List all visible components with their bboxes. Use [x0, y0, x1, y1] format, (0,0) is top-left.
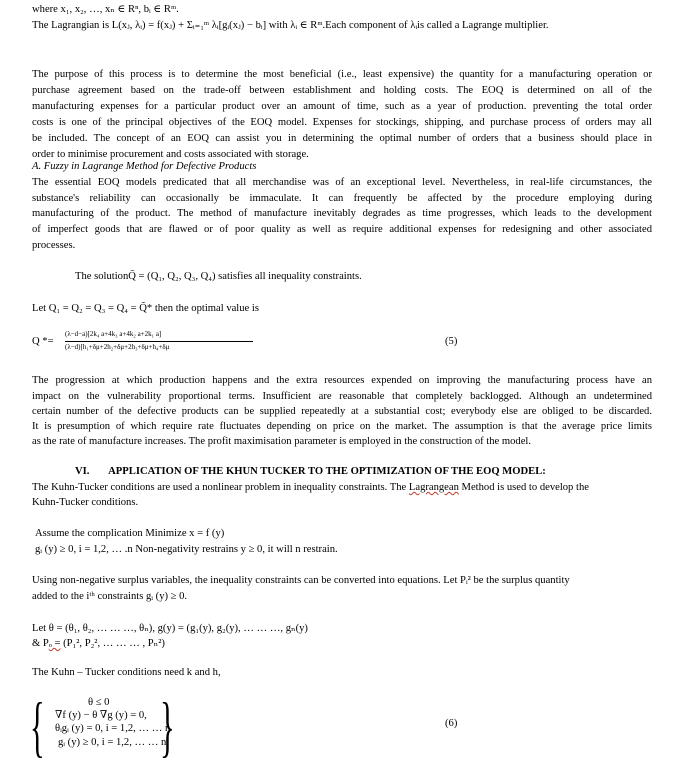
- text-line: order to minimise procurement and costs associated with storage.: [32, 149, 309, 160]
- equation-5-number: (5): [445, 336, 458, 347]
- text-line: The purpose of this process is to determine the most beneficial (i.e., least expensive) the quantity for a manufacturing operation or: [32, 69, 652, 80]
- variables-line: where x₁, x₂, …, xₙ ∈ Rⁿ, bᵢ ∈ Rᵐ.: [32, 4, 179, 15]
- text-line: manufacturing of the product. The method of manufacture inevitably degrades as time progresses, which leads to the development: [32, 208, 652, 219]
- text-line: of imperfect goods that are flawed or of poor quality as well as require additional expenses for redesigning and other associated: [32, 224, 652, 235]
- kuhn-tucker-conditions-intro: The Kuhn – Tucker conditions need k and h,: [32, 667, 221, 678]
- condition-row: θᵢgᵢ (y) = 0, i = 1,2, … … n: [55, 723, 171, 734]
- spellcheck-word: Lagrangean: [408, 482, 459, 493]
- left-brace: {: [30, 688, 45, 764]
- right-brace: }: [160, 688, 175, 764]
- text-line: substance's reliability can occasionally be immaculate. It can frequently be affected by the procedure employing during: [32, 193, 652, 204]
- text-line: certain number of the defective products can be supplied repeatedly at a substantial cost; everybody else are obliged to be discarded.: [32, 406, 652, 417]
- equation-5-denominator: (λ−d)[h₁+δμ+2h₂+δμ+2h₃+δμ+h₄+δμ: [65, 343, 170, 351]
- condition-row: gᵢ (y) ≥ 0, i = 1,2, … … n: [58, 737, 167, 748]
- text-span: & P: [32, 638, 49, 649]
- equation-5-numerator: (λ−d−a)[2k₄ a+4k₃ a+4k₂ a+2k₁ a]: [65, 330, 162, 338]
- text-span: The Kuhn-Tucker conditions are used a nonlinear problem in inequality constraints. The: [32, 482, 407, 493]
- section-vi-heading: [75, 465, 546, 479]
- text-line: It is presumption of which require rate fluctuates depending on price on the market. The assumption is that the average price limits: [32, 421, 652, 432]
- kuhn-tucker-intro-line: [32, 481, 589, 495]
- section-vi-number: VI.: [75, 466, 90, 477]
- lagrangian-definition: The Lagrangian is L(xⱼ, λᵢ) = f(xⱼ) + Σᵢ₌₁ᵐ λᵢ[gᵢ(xⱼ) − bᵢ] with λᵢ ∈ Rᵐ.Each component of λᵢis called a Lagrange multiplier.: [32, 20, 549, 31]
- text-line: impact on the vulnerability proportional terms. Insufficient are reasonable that completely backlogged. Although an undetermined: [32, 391, 652, 402]
- condition-row: θ ≤ 0: [88, 697, 110, 708]
- text-line: costs is one of the principal objectives of the EOQ model. Expenses for stockings, shipping, and purchase process of orders may all: [32, 117, 652, 128]
- equation-5-lhs: Q *=: [32, 336, 54, 347]
- p-definition: [32, 637, 165, 651]
- text-line: purchase agreement based on the trade-off between establishment and holding costs. The EOQ is determined on all of the: [32, 85, 652, 96]
- optimal-value-statement: Let Q₁ = Q₂ = Q₃ = Q₄ = Q̃* then the optimal value is: [32, 303, 259, 314]
- text-line: Kuhn-Tucker conditions.: [32, 497, 139, 508]
- text-line: as the rate of manufacture increases. The profit maximisation parameter is employed in the construction of the model.: [32, 436, 532, 447]
- text-line: The progression at which production happens and the extra resources expended on improving the manufacturing process have an: [32, 375, 652, 386]
- solution-statement: The solutionQ̃ = (Q₁, Q₂, Q₃, Q₄) satisfies all inequality constraints.: [75, 271, 362, 282]
- text-line: be included. The concept of an EOQ can assist you in determining the optimal number of orders that a business should place in: [32, 133, 652, 144]
- text-span: (P₁², P₂², … … … , Pₙ²): [60, 638, 165, 649]
- section-a-title: A. Fuzzy in Lagrange Method for Defective Products: [32, 161, 257, 172]
- equation-6-number: (6): [445, 718, 458, 729]
- surplus-variables-line: Using non-negative surplus variables, the inequality constraints can be converted into equations. Let Pᵢ² be the surplus quantity: [32, 575, 570, 586]
- text-line: The essential EOQ models predicated that all merchandise was of an exceptional level. Nevertheless, in real-life circumstances, the: [32, 177, 652, 188]
- surplus-variables-line-2: added to the iᵗʰ constraints gᵢ (y) ≥ 0.: [32, 591, 188, 602]
- section-vi-title: APPLICATION OF THE KHUN TUCKER TO THE OPTIMIZATION OF THE EOQ MODEL:: [108, 466, 546, 477]
- condition-row: ∇f (y) − θ ∇g (y) = 0,: [55, 710, 147, 721]
- fraction-bar: [65, 341, 253, 342]
- text-span: Method is used to develop the: [461, 482, 589, 493]
- spellcheck-mark: ₒ =: [48, 638, 61, 649]
- text-line: processes.: [32, 240, 76, 251]
- assumption-line: Assume the complication Minimize x = f (y): [35, 528, 225, 539]
- theta-definition: Let θ = (θ₁, θ₂, … … …, θₙ), g(y) = (g₁(y), g₂(y), … … …, gₙ(y): [32, 623, 308, 634]
- constraint-line: gᵢ (y) ≥ 0, i = 1,2, … .n Non-negativity restrains y ≥ 0, it will n restrain.: [35, 544, 338, 555]
- text-line: manufacturing expenses for a particular product over an amount of time, such as a year of production. preventing the total order: [32, 101, 652, 112]
